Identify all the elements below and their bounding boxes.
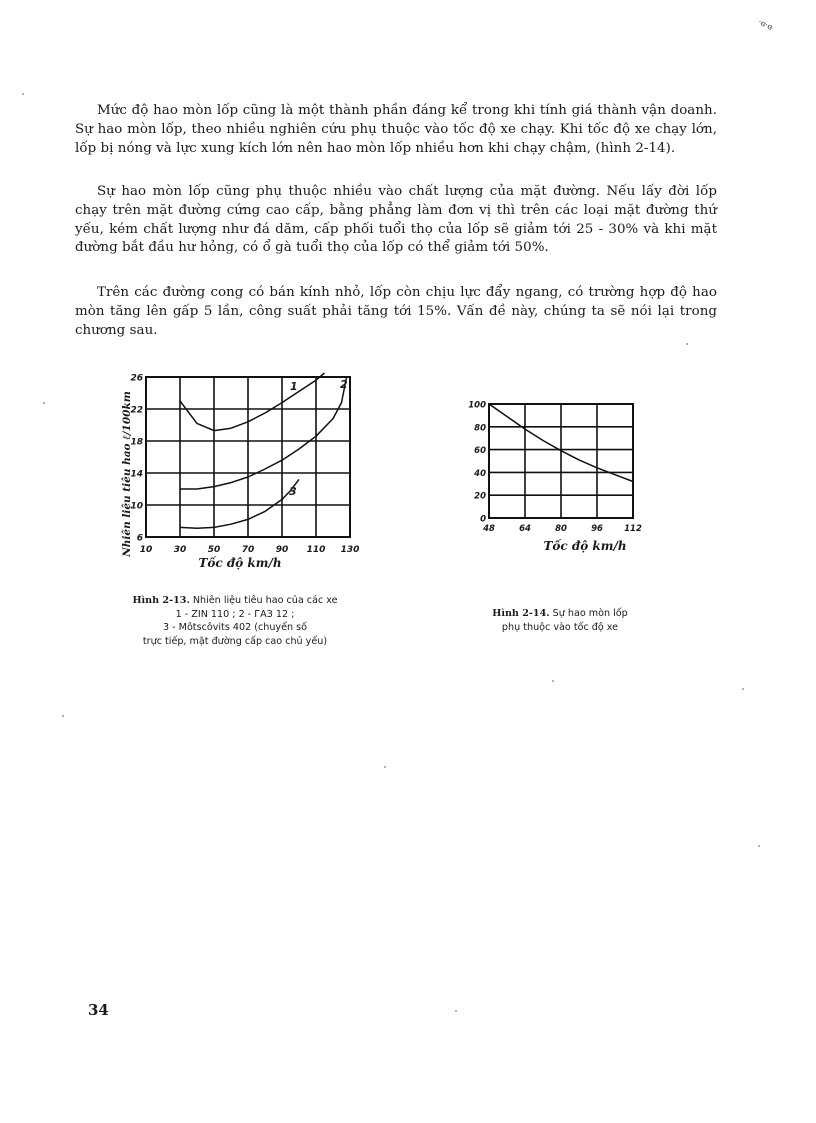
y-tick-label: 22 xyxy=(130,405,143,416)
series-label-3: 3 xyxy=(289,485,297,498)
caption-text: Sự hao mòn lốp xyxy=(552,608,628,619)
caption-text: Nhiên liệu tiêu hao của các xe xyxy=(192,595,338,606)
x-tick-label: 10 xyxy=(139,545,153,555)
paragraph-tire-wear-speed: Mức độ hao mòn lốp cũng là một thành phần đáng kể trong khi tính giá thành vận doanh. Sự hao mòn lốp, theo nhiều nghiên cứu phụ thuộc vào tốc độ xe chạy. Khi tốc độ xe chạy lớn, lốp bị nóng và lực xung kích lớn nên hao mòn lốp nhiều hơn khi chạy chậm, (hình 2-14). xyxy=(75,103,717,156)
x-axis-title: Tốc độ km/h xyxy=(198,556,282,570)
y-tick-label: 60 xyxy=(474,446,486,457)
scan-speck xyxy=(758,845,760,847)
y-tick-label: 18 xyxy=(130,437,143,448)
x-tick-label: 48 xyxy=(483,524,495,534)
scan-speck xyxy=(552,680,554,682)
x-tick-label: 70 xyxy=(241,545,255,555)
caption-label: Hình 2-14. xyxy=(492,608,550,619)
x-tick-label: 96 xyxy=(591,524,603,534)
tire-wear-chart xyxy=(455,392,655,562)
x-tick-label: 90 xyxy=(275,545,289,555)
scan-speck xyxy=(742,688,744,690)
x-tick-labels xyxy=(140,545,360,555)
corner-mark: ·ɞ·ɞ xyxy=(756,17,775,32)
y-tick-label: 80 xyxy=(474,423,486,434)
y-tick-label: 10 xyxy=(130,501,143,512)
caption-line: 1 - ZIN 110 ; 2 - ГАЗ 12 ; xyxy=(175,608,295,620)
y-tick-label: 20 xyxy=(474,491,486,502)
fuel-consumption-chart xyxy=(100,362,370,587)
figure-2-13-caption xyxy=(90,594,380,648)
x-tick-label: 112 xyxy=(624,524,642,534)
page-number: 34 xyxy=(88,1001,109,1019)
y-tick-label: 0 xyxy=(480,514,486,525)
caption-label: Hình 2-13. xyxy=(132,595,190,606)
scan-speck xyxy=(22,93,24,95)
chart-grid xyxy=(146,377,350,537)
scan-speck xyxy=(686,343,688,345)
x-tick-label: 50 xyxy=(207,545,221,555)
caption-line: 3 - Môtscôvits 402 (chuyển số xyxy=(163,622,307,633)
y-tick-label: 26 xyxy=(130,373,143,384)
x-tick-label: 30 xyxy=(173,545,187,555)
x-tick-label: 110 xyxy=(306,545,326,555)
x-axis-title: Tốc độ km/h xyxy=(543,539,627,553)
x-tick-labels xyxy=(482,524,642,534)
caption-line: phụ thuộc vào tốc độ xe xyxy=(501,621,619,633)
chart-grid xyxy=(489,404,633,518)
series-line-3 xyxy=(180,479,299,528)
scan-speck xyxy=(455,1010,457,1012)
scan-speck xyxy=(384,766,386,768)
figure-2-14-caption xyxy=(460,607,660,634)
paragraph-tire-wear-curves: Trên các đường cong có bán kính nhỏ, lốp còn chịu lực đẩy ngang, có trường hợp độ hao mòn tăng lên gấp 5 lần, công suất phải tăng tới 15%. Vấn đề này, chúng ta sẽ nói lại trong chương sau. xyxy=(75,285,717,338)
x-tick-label: 130 xyxy=(340,545,360,555)
y-tick-label: 100 xyxy=(468,400,486,411)
x-tick-label: 80 xyxy=(555,524,567,534)
scan-speck xyxy=(62,715,64,717)
y-axis-title: Nhiên liệu tiêu hao ℓ/100km xyxy=(121,391,133,557)
paragraph-tire-wear-road-quality: Sự hao mòn lốp cũng phụ thuộc nhiều vào chất lượng của mặt đường. Nếu lấy đời lốp chạy trên mặt đường cứng cao cấp, bằng phẳng làm đơn vị thì trên các loại mặt đường thứ yếu, kém chất lượng như đá dăm, cấp phối tuổi thọ của lốp sẽ giảm tới 25 - 30% và khi mặt đường bắt đầu hư hỏng, có ổ gà tuổi thọ của lốp có thể giảm tới 50%. xyxy=(75,184,717,256)
x-tick-label: 64 xyxy=(519,524,531,534)
series-line-1 xyxy=(180,373,325,431)
y-tick-label: 14 xyxy=(130,469,143,480)
y-tick-labels xyxy=(468,401,486,525)
scan-speck xyxy=(43,402,45,404)
y-tick-label: 6 xyxy=(136,533,143,544)
series-label-1: 1 xyxy=(290,380,298,393)
caption-line: trực tiếp, mặt đường cấp cao chủ yếu) xyxy=(142,635,328,647)
y-tick-label: 40 xyxy=(474,468,486,479)
series-label-2: 2 xyxy=(340,378,348,391)
